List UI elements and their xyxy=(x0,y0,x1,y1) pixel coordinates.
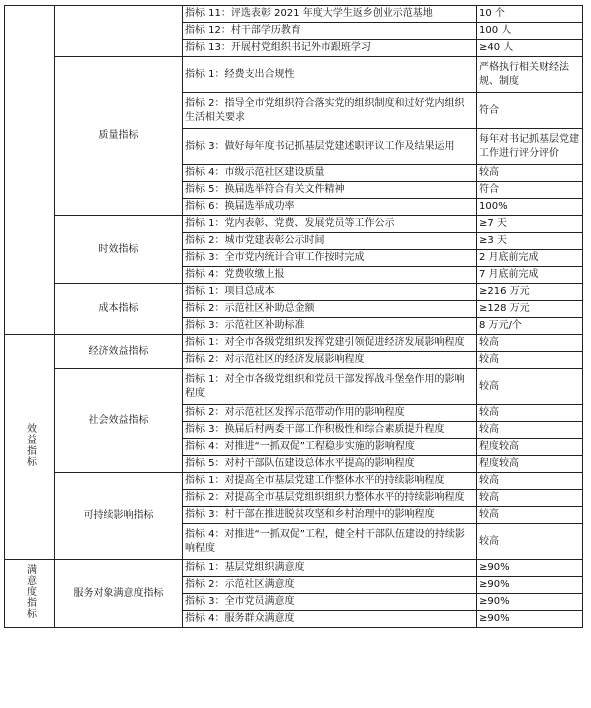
indicator-value: 较高 xyxy=(477,369,583,405)
indicator-value: 较高 xyxy=(477,507,583,524)
output-level1-cell xyxy=(5,6,55,335)
indicator-name: 指标 5：换届选举符合有关文件精神 xyxy=(183,182,477,199)
indicator-name: 指标 1：对提高全市基层党建工作整体水平的持续影响程度 xyxy=(183,473,477,490)
benefit-level1-cell xyxy=(5,335,55,560)
indicator-name: 指标 3：全市党内统计合审工作按时完成 xyxy=(183,250,477,267)
satisfaction-level1-cell xyxy=(5,560,55,628)
sustainable-label: 可持续影响指标 xyxy=(55,473,183,560)
table-row xyxy=(5,473,583,490)
indicator-value: ≥40 人 xyxy=(477,40,583,57)
indicator-value: ≥90% xyxy=(477,594,583,611)
table-row xyxy=(5,216,583,233)
indicator-name: 指标 4：市级示范社区建设质量 xyxy=(183,165,477,182)
quantity-label-cell xyxy=(55,6,183,57)
indicator-name: 指标 4：党费收缴上报 xyxy=(183,267,477,284)
economic-label: 经济效益指标 xyxy=(55,335,183,369)
indicator-value: 较高 xyxy=(477,335,583,352)
indicator-name: 指标 3：做好每年度书记抓基层党建述职评议工作及结果运用 xyxy=(183,129,477,165)
indicator-value: 程度较高 xyxy=(477,439,583,456)
indicator-name: 指标 1：对全市各级党组织发挥党建引领促进经济发展影响程度 xyxy=(183,335,477,352)
table-row xyxy=(5,6,583,23)
indicator-name: 指标 12：村干部学历教育 xyxy=(183,23,477,40)
indicator-value: ≥7 天 xyxy=(477,216,583,233)
indicator-value: 较高 xyxy=(477,473,583,490)
satisfaction-level1-label: 满意度指标 xyxy=(24,563,36,619)
indicator-value: 10 个 xyxy=(477,6,583,23)
timeliness-label: 时效指标 xyxy=(55,216,183,284)
indicator-table xyxy=(4,5,583,628)
indicator-name: 指标 4：对推进“一抓双促”工程，健全村干部队伍建设的持续影响程度 xyxy=(183,524,477,560)
indicator-value: 100% xyxy=(477,199,583,216)
indicator-value: 较高 xyxy=(477,352,583,369)
indicator-name: 指标 1：基层党组织满意度 xyxy=(183,560,477,577)
indicator-value: 较高 xyxy=(477,165,583,182)
indicator-value: ≥128 万元 xyxy=(477,301,583,318)
indicator-value: 程度较高 xyxy=(477,456,583,473)
social-label: 社会效益指标 xyxy=(55,369,183,473)
indicator-value: 符合 xyxy=(477,93,583,129)
table-row xyxy=(5,369,583,405)
indicator-name: 指标 2：对示范社区发挥示范带动作用的影响程度 xyxy=(183,405,477,422)
indicator-name: 指标 1：对全市各级党组织和党员干部发挥战斗堡垒作用的影响程度 xyxy=(183,369,477,405)
indicator-name: 指标 2：指导全市党组织符合落实党的组织制度和过好党内组织生活相关要求 xyxy=(183,93,477,129)
indicator-name: 指标 5：对村干部队伍建设总体水平提高的影响程度 xyxy=(183,456,477,473)
table-row xyxy=(5,335,583,352)
service-label: 服务对象满意度指标 xyxy=(55,560,183,628)
indicator-name: 指标 3：村干部在推进脱贫攻坚和乡村治理中的影响程度 xyxy=(183,507,477,524)
indicator-name: 指标 2：对提高全市基层党组织组织力整体水平的持续影响程度 xyxy=(183,490,477,507)
indicator-name: 指标 6：换届选举成功率 xyxy=(183,199,477,216)
indicator-name: 指标 11：评选表彰 2021 年度大学生返乡创业示范基地 xyxy=(183,6,477,23)
indicator-name: 指标 2：对示范社区的经济发展影响程度 xyxy=(183,352,477,369)
indicator-value: 较高 xyxy=(477,524,583,560)
indicator-name: 指标 1：经费支出合规性 xyxy=(183,57,477,93)
indicator-value: ≥216 万元 xyxy=(477,284,583,301)
indicator-name: 指标 3：示范社区补助标准 xyxy=(183,318,477,335)
indicator-value: 7 月底前完成 xyxy=(477,267,583,284)
quality-label: 质量指标 xyxy=(55,57,183,216)
indicator-value: ≥90% xyxy=(477,577,583,594)
indicator-name: 指标 3：全市党员满意度 xyxy=(183,594,477,611)
indicator-name: 指标 13：开展村党组织书记外市跟班学习 xyxy=(183,40,477,57)
indicator-value: ≥3 天 xyxy=(477,233,583,250)
indicator-value: 严格执行相关财经法规、制度 xyxy=(477,57,583,93)
indicator-name: 指标 4：对推进“一抓双促”工程稳步实施的影响程度 xyxy=(183,439,477,456)
indicator-value: ≥90% xyxy=(477,560,583,577)
table-row xyxy=(5,57,583,93)
indicator-value: 2 月底前完成 xyxy=(477,250,583,267)
indicator-name: 指标 2：城市党建表彰公示时间 xyxy=(183,233,477,250)
indicator-value: 每年对书记抓基层党建工作进行评分评价 xyxy=(477,129,583,165)
indicator-value: 符合 xyxy=(477,182,583,199)
indicator-name: 指标 3：换届后村两委干部工作积极性和综合素质提升程度 xyxy=(183,422,477,439)
indicator-name: 指标 1：党内表彰、党费、发展党员等工作公示 xyxy=(183,216,477,233)
indicator-value: 较高 xyxy=(477,422,583,439)
indicator-name: 指标 2：示范社区补助总金额 xyxy=(183,301,477,318)
cost-label: 成本指标 xyxy=(55,284,183,335)
indicator-value: ≥90% xyxy=(477,611,583,628)
indicator-value: 较高 xyxy=(477,490,583,507)
indicator-name: 指标 1：项目总成本 xyxy=(183,284,477,301)
indicator-name: 指标 4：服务群众满意度 xyxy=(183,611,477,628)
indicator-name: 指标 2：示范社区满意度 xyxy=(183,577,477,594)
indicator-value: 较高 xyxy=(477,405,583,422)
benefit-level1-label: 效益指标 xyxy=(24,422,36,467)
indicator-value: 8 万元/个 xyxy=(477,318,583,335)
table-row xyxy=(5,560,583,577)
indicator-value: 100 人 xyxy=(477,23,583,40)
table-row xyxy=(5,284,583,301)
